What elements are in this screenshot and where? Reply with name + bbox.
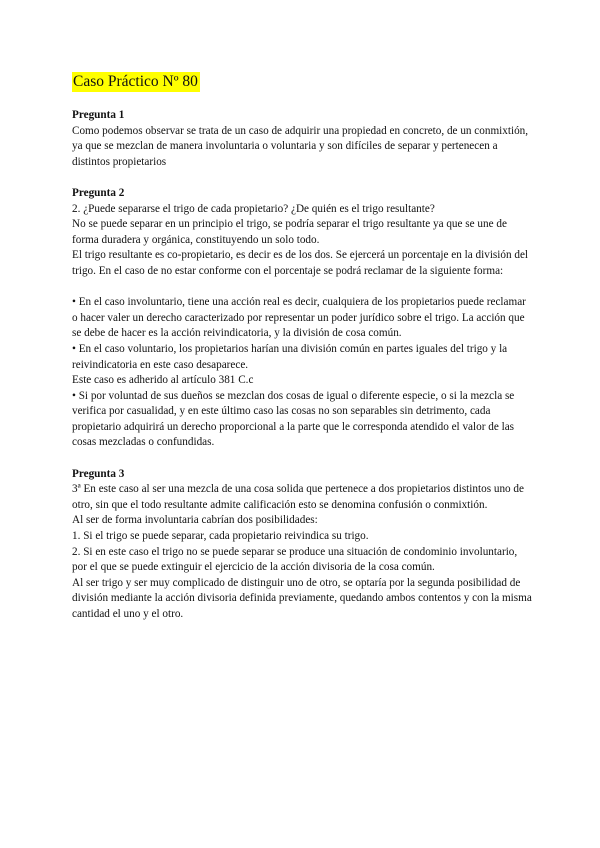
spacer	[72, 170, 534, 186]
spacer	[72, 451, 534, 467]
document-body	[72, 108, 534, 623]
possibility-2: 2. Si en este caso el trigo no se puede separar se produce una situación de condominio involuntario, por el que se puede extinguir el ejercicio de la acción divisoria de la cosa común.	[72, 545, 518, 574]
spacer	[72, 280, 534, 296]
question-3-section	[72, 467, 534, 623]
question-2-paragraph-1: No se puede separar en un principio el trigo, se podría separar el trigo resultante ya que se une de forma duradera y orgánica, constituyendo un solo todo.	[72, 218, 507, 246]
question-3-conclusion: Al ser trigo y ser muy complicado de distinguir uno de otro, se optaría por la segunda posibilidad de división mediante la acción divisoria definida previamente, quedando ambos contentos y con la misma cantidad el uno y el otro.	[72, 576, 532, 620]
question-1-heading: Pregunta 1	[72, 109, 125, 121]
bullet-voluntary: • En el caso voluntario, los propietarios harían una división común en partes iguales del trigo y la reivindicatoria en este caso desaparece.	[72, 342, 508, 371]
bullet-mixture: • Si por voluntad de sus dueños se mezclan dos cosas de igual o diferente especie, o si la mezcla se verifica por casualidad, y en este último caso las cosas no son separables sin detrimento, cada propietario adquirirá un derecho proporcional a la parte que le corresponda atendido el valor de las cosas mezcladas o confundidas.	[72, 389, 515, 449]
article-reference: Este caso es adherido al artículo 381 C.c	[72, 374, 254, 387]
question-3-heading: Pregunta 3	[72, 467, 125, 480]
question-2-heading: Pregunta 2	[72, 186, 125, 199]
question-1-answer: Como podemos observar se trata de un caso de adquirir una propiedad en concreto, de un conmixtión, ya que se mezclan de manera involuntaria o voluntaria y son difíciles de separar y pertenecen a distintos propietarios	[72, 124, 529, 168]
question-2-section	[72, 186, 534, 451]
question-2-paragraph-2: El trigo resultante es co-propietario, es decir es de los dos. Se ejercerá un porcentaje en la división del trigo. En el caso de no estar conforme con el porcentaje se podrá reclamar de la siguiente forma:	[72, 249, 529, 277]
question-3-paragraph-2: Al ser de forma involuntaria cabrían dos posibilidades:	[72, 514, 318, 527]
question-1-section	[72, 108, 534, 170]
bullet-involuntary: • En el caso involuntario, tiene una acción real es decir, cualquiera de los propietarios puede reclamar o hacer valer un derecho caracterizado por representar un poder jurídico sobre el trigo. La acción que se debe de hacer es la acción reivindicatoria, y la división de cosa común.	[72, 296, 526, 340]
possibility-1: 1. Si el trigo se puede separar, cada propietario reivindica su trigo.	[72, 530, 369, 543]
question-2-prompt: 2. ¿Puede separarse el trigo de cada propietario? ¿De quién es el trigo resultante?	[72, 202, 435, 215]
case-title: Caso Práctico Nº 80	[73, 73, 198, 90]
question-3-paragraph-1: 3ª En este caso al ser una mezcla de una cosa solida que pertenece a dos propietarios distintos uno de otro, sin que el todo resultante admite calificación esto se denomina confusión o conmixtión.	[72, 483, 524, 511]
